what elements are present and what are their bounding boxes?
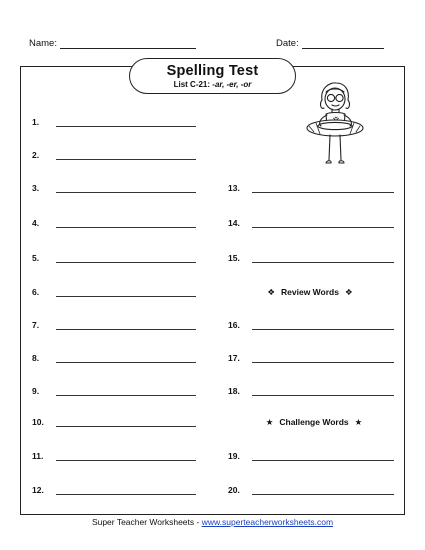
page-title: Spelling Test: [166, 63, 259, 79]
answer-row: [228, 320, 394, 332]
answer-row: [228, 386, 394, 398]
item-number: 2.: [32, 150, 40, 160]
name-field[interactable]: [60, 39, 196, 49]
answer-row: [32, 287, 196, 299]
answer-line[interactable]: [252, 494, 394, 495]
answer-row: [32, 253, 196, 265]
answer-line[interactable]: [252, 329, 394, 330]
girl-with-swim-ring-illustration: [296, 82, 372, 170]
answer-line[interactable]: [56, 296, 196, 297]
answer-row: [32, 150, 196, 162]
answer-line[interactable]: [56, 460, 196, 461]
answer-row: [228, 353, 394, 365]
name-label: Name:: [29, 38, 57, 49]
answer-line[interactable]: [56, 362, 196, 363]
date-label: Date:: [276, 38, 299, 49]
answer-row: [228, 253, 394, 265]
answer-row: [32, 386, 196, 398]
item-number: 1.: [32, 117, 40, 127]
answer-line[interactable]: [252, 262, 394, 263]
answer-line[interactable]: [252, 192, 394, 193]
list-subtitle: [130, 80, 295, 89]
star-icon: ★: [265, 417, 274, 427]
review-words-label: Review Words: [281, 287, 339, 297]
diamond-icon: ❖: [344, 287, 353, 297]
answer-row: [32, 485, 196, 497]
item-number: 10.: [32, 417, 44, 427]
item-number: 6.: [32, 287, 40, 297]
item-number: 20.: [228, 485, 240, 495]
item-number: 18.: [228, 386, 240, 396]
item-number: 16.: [228, 320, 240, 330]
answer-line[interactable]: [252, 362, 394, 363]
answer-line[interactable]: [252, 395, 394, 396]
item-number: 9.: [32, 386, 40, 396]
footer: [0, 517, 425, 527]
item-number: 15.: [228, 253, 240, 263]
item-number: 8.: [32, 353, 40, 363]
answer-row: [228, 183, 394, 195]
title-box: [129, 58, 296, 94]
item-number: 11.: [32, 451, 44, 461]
answer-line[interactable]: [252, 227, 394, 228]
challenge-words-label: Challenge Words: [279, 417, 349, 427]
list-patterns: -ar, -er, -or: [212, 80, 252, 89]
answer-line[interactable]: [56, 426, 196, 427]
challenge-words-heading: [239, 417, 389, 428]
answer-line[interactable]: [56, 126, 196, 127]
answer-row: [228, 485, 394, 497]
review-words-heading: [235, 287, 385, 298]
answer-row: [228, 218, 394, 230]
item-number: 14.: [228, 218, 240, 228]
answer-row: [228, 451, 394, 463]
item-number: 17.: [228, 353, 240, 363]
date-row: [276, 38, 384, 49]
item-number: 3.: [32, 183, 40, 193]
answer-row: [32, 417, 196, 429]
answer-line[interactable]: [56, 227, 196, 228]
answer-row: [32, 218, 196, 230]
item-number: 7.: [32, 320, 40, 330]
footer-link[interactable]: www.superteacherworksheets.com: [201, 517, 334, 527]
name-row: [29, 38, 196, 49]
footer-text: Super Teacher Worksheets -: [91, 517, 202, 527]
answer-line[interactable]: [56, 329, 196, 330]
answer-line[interactable]: [56, 159, 196, 160]
answer-line[interactable]: [252, 460, 394, 461]
list-label: List C-21:: [173, 80, 211, 89]
answer-line[interactable]: [56, 494, 196, 495]
item-number: 19.: [228, 451, 240, 461]
answer-row: [32, 183, 196, 195]
answer-row: [32, 451, 196, 463]
item-number: 4.: [32, 218, 40, 228]
date-field[interactable]: [302, 39, 384, 49]
answer-line[interactable]: [56, 192, 196, 193]
answer-row: [32, 320, 196, 332]
diamond-icon: ❖: [267, 287, 276, 297]
item-number: 12.: [32, 485, 44, 495]
answer-row: [32, 353, 196, 365]
answer-line[interactable]: [56, 395, 196, 396]
item-number: 5.: [32, 253, 40, 263]
answer-row: [32, 117, 196, 129]
star-icon: ★: [354, 417, 363, 427]
answer-line[interactable]: [56, 262, 196, 263]
item-number: 13.: [228, 183, 240, 193]
